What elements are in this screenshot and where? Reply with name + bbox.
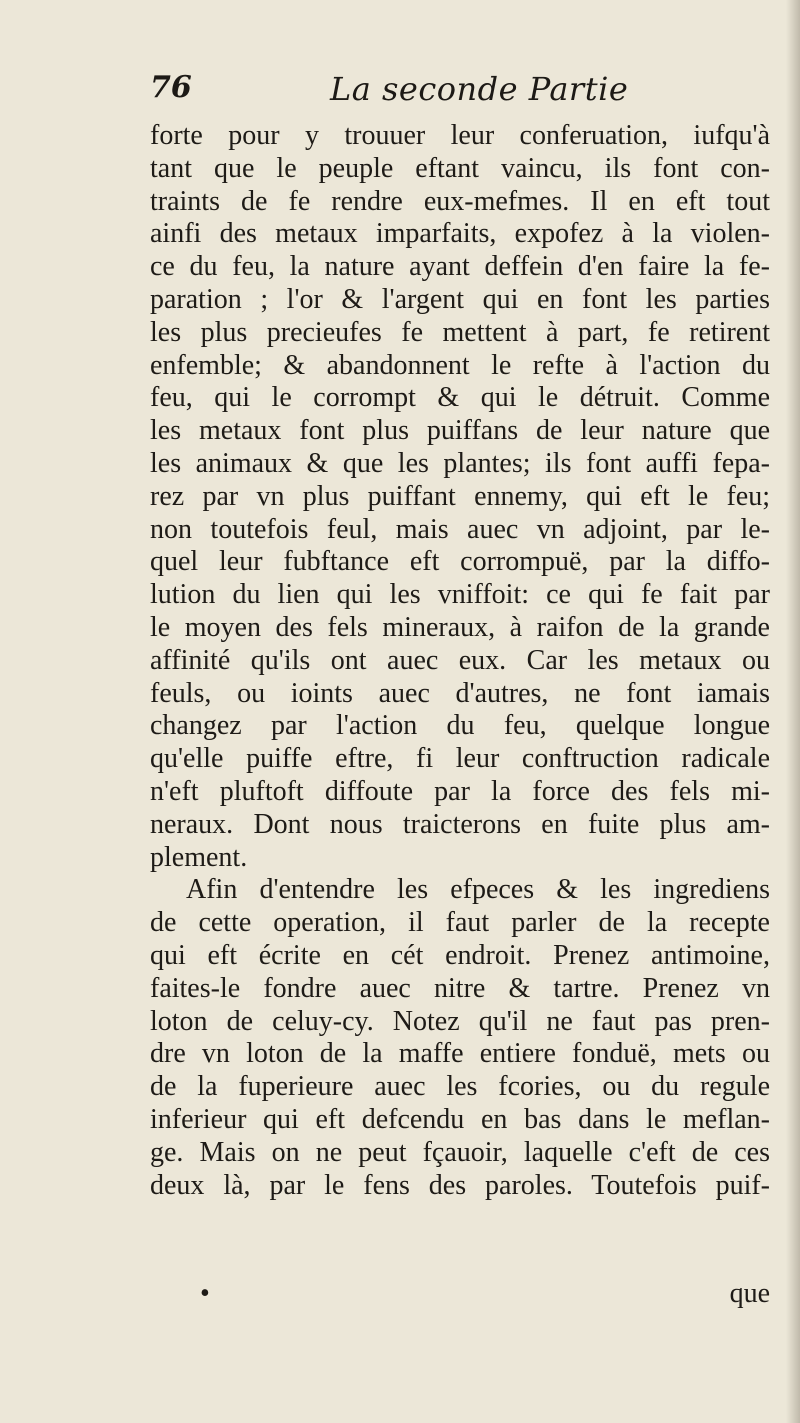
text-line: ainfi des metaux imparfaits, expofez à la violen- [150,218,770,250]
page-number: 76 [150,70,192,105]
text-line: paration ; l'or & l'argent qui en font les parties [150,283,770,315]
text-line: les metaux font plus puiffans de leur nature que [150,415,770,447]
text-line: deux là, par le fens des paroles. Toutefois puif- [150,1169,770,1201]
footer-dot: • [200,1278,210,1309]
text-line: les plus precieufes fe mettent à part, fe retirent [150,316,770,348]
text-line: plement. [150,841,248,873]
text-line: enfemble; & abandonnent le refte à l'action du [150,349,770,381]
text-line: qu'elle puiffe eftre, fi leur conftruction radicale [150,743,770,775]
text-line: le moyen des fels mineraux, à raifon de la grande [150,611,770,643]
running-title: La seconde Partie [330,70,629,108]
page-edge-shadow [786,0,800,1423]
text-line: traints de fe rendre eux-mefmes. Il en eft tout [150,185,770,217]
text-line: qui eft écrite en cét endroit. Prenez antimoine, [150,939,770,971]
text-line: non toutefois feul, mais auec vn adjoint, par le- [150,513,770,545]
text-line: neraux. Dont nous traicterons en fuite plus am- [150,808,770,840]
text-line: faites-le fondre auec nitre & tartre. Prenez vn [150,972,770,1004]
text-line: quel leur fubftance eft corrompuë, par la diffo- [150,546,770,578]
text-line: de cette operation, il faut parler de la recepte [150,907,770,939]
text-line: les animaux & que les plantes; ils font auffi fepa- [150,447,770,479]
catchword: que [729,1278,770,1309]
text-line: Afin d'entendre les efpeces & les ingrediens [186,874,770,906]
text-line: n'eft pluftoft diffoute par la force des fels mi- [150,775,770,807]
page-footer [150,1278,770,1312]
text-line: affinité qu'ils ont auec eux. Car les metaux ou [150,644,770,676]
text-line: ge. Mais on ne peut fçauoir, laquelle c'eft de ces [150,1136,770,1168]
text-line: dre vn loton de la maffe entiere fonduë, mets ou [150,1038,770,1070]
text-line: feu, qui le corrompt & qui le détruit. Comme [150,382,770,414]
text-line: de la fuperieure auec les fcories, ou du regule [150,1071,770,1103]
text-line: feuls, ou ioints auec d'autres, ne font iamais [150,677,770,709]
text-line: loton de celuy-cy. Notez qu'il ne faut pas pren- [150,1005,770,1037]
page-header [150,70,770,120]
body-text [150,120,770,1202]
text-line: tant que le peuple eftant vaincu, ils font con- [150,152,770,184]
text-line: changez par l'action du feu, quelque longue [150,710,770,742]
text-line: lution du lien qui les vniffoit: ce qui fe fait par [150,579,770,611]
text-line: ce du feu, la nature ayant deffein d'en faire la fe- [150,251,770,283]
text-line: forte pour y trouuer leur conferuation, iufqu'à [150,120,770,151]
text-line: rez par vn plus puiffant ennemy, qui eft le feu; [150,480,770,512]
text-line: inferieur qui eft defcendu en bas dans le meflan- [150,1103,770,1135]
